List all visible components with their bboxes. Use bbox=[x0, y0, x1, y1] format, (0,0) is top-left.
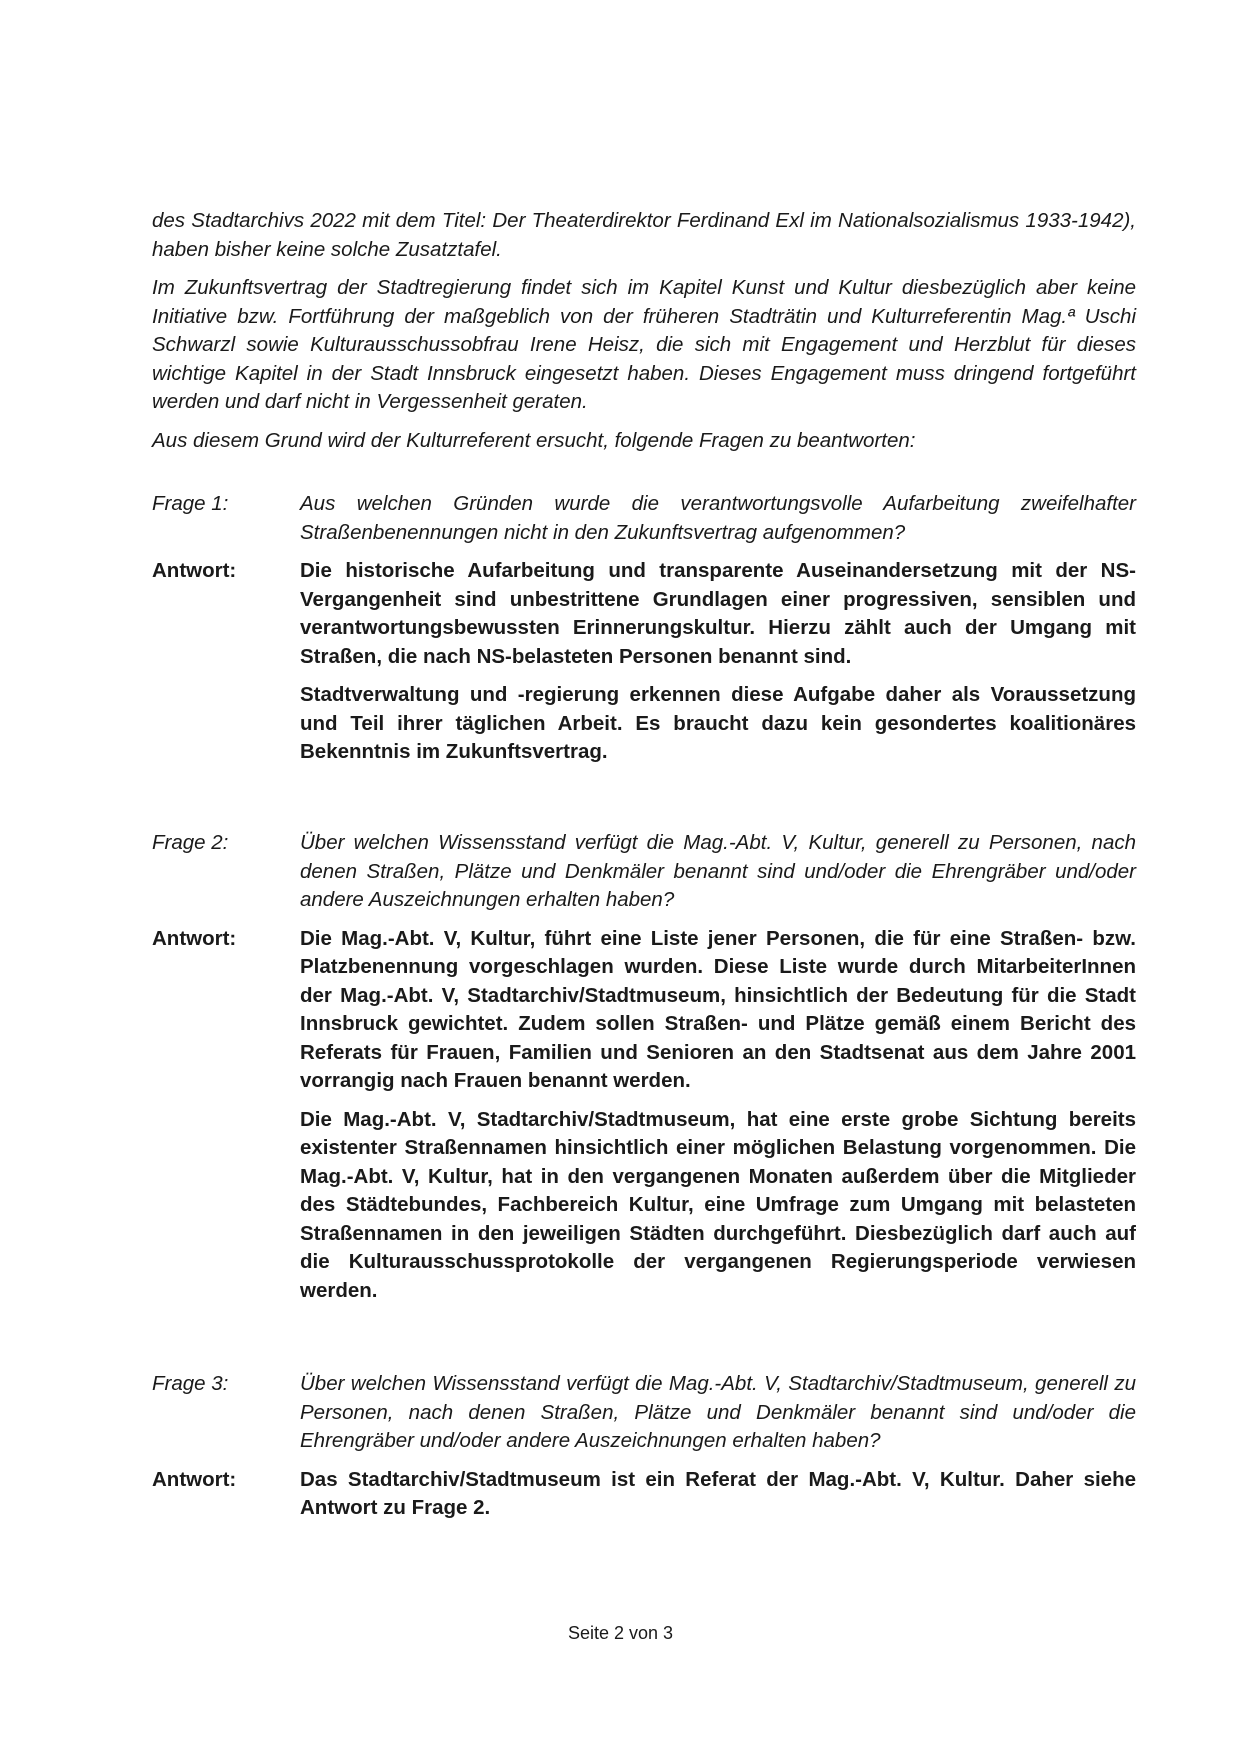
question-row bbox=[152, 1370, 1136, 1456]
qa-block-1 bbox=[152, 490, 1136, 767]
intro-paragraph: des Stadtarchivs 2022 mit dem Titel: Der Theaterdirektor Ferdinand Exl im Nationalsozialismus 1933-1942), haben bisher keine solche Zusatztafel. bbox=[152, 209, 1136, 261]
question-label: Frage 1: bbox=[152, 492, 229, 515]
answer-paragraph: Die Mag.-Abt. V, Kultur, führt eine Liste jener Personen, die für eine Straßen- bzw. Platzbenennung vorgeschlagen wurden. Diese Liste wurde durch MitarbeiterInnen der Mag.-Abt. V, Stadtarchiv/Stadtmuseum, hinsichtlich der Bedeutung für die Stadt Innsbruck gewichtet. Zudem sollen Straßen- und Plätze gemäß einem Bericht des Referats für Frauen, Familien und Senioren an den Stadtsenat aus dem Jahre 2001 vorrangig nach Frauen benannt werden. bbox=[300, 926, 1136, 1092]
question-label: Frage 2: bbox=[152, 831, 229, 854]
answer-paragraph: Die Mag.-Abt. V, Stadtarchiv/Stadtmuseum, hat eine erste grobe Sichtung bereits existenter Straßennamen hinsichtlich einer möglichen Belastung vorgenommen. Die Mag.-Abt. V, Kultur, hat in den vergangenen Monaten außerdem über die Mitglieder des Städtebundes, Fachbereich Kultur, eine Umfrage zum Umgang mit belasteten Straßennamen in den jeweiligen Städten durchgeführt. Diesbezüglich darf auch auf die Kulturausschussprotokolle der vergangenen Regierungsperiode verwiesen werden. bbox=[300, 1107, 1136, 1302]
question-paragraph: Aus welchen Gründen wurde die verantwortungsvolle Aufarbeitung zweifelhafter Straßenbenennungen nicht in den Zukunftsvertrag aufgenommen? bbox=[300, 492, 1136, 544]
question-label: Frage 3: bbox=[152, 1372, 229, 1395]
answer-row bbox=[152, 1466, 1136, 1523]
intro-paragraph: Im Zukunftsvertrag der Stadtregierung findet sich im Kapitel Kunst und Kultur diesbezüglich aber keine Initiative bzw. Fortführung der maßgeblich von der früheren Stadträtin und Kulturreferentin Mag.ª Uschi Schwarzl sowie Kulturausschussobfrau Irene Heisz, die sich mit Engagement und Herzblut für dieses wichtige Kapitel in der Stadt Innsbruck eingesetzt haben. Dieses Engagement muss dringend fortgeführt werden und darf nicht in Vergessenheit geraten. bbox=[152, 276, 1136, 413]
question-text bbox=[300, 490, 1136, 547]
question-paragraph: Über welchen Wissensstand verfügt die Mag.-Abt. V, Stadtarchiv/Stadtmuseum, generell zu Personen, nach denen Straßen, Plätze und Denkmäler benannt sind und/oder die Ehrengräber und/oder andere Auszeichnungen erhalten haben? bbox=[300, 1372, 1136, 1452]
question-text bbox=[300, 829, 1136, 915]
answer-paragraph: Das Stadtarchiv/Stadtmuseum ist ein Referat der Mag.-Abt. V, Kultur. Daher siehe Antwort zu Frage 2. bbox=[300, 1467, 1136, 1519]
intro-text bbox=[152, 207, 1136, 455]
page-footer bbox=[0, 1622, 1241, 1644]
answer-text bbox=[300, 557, 1136, 767]
intro-section bbox=[152, 207, 1136, 455]
answer-row bbox=[152, 925, 1136, 1306]
answer-label: Antwort: bbox=[152, 926, 237, 950]
answer-row bbox=[152, 557, 1136, 767]
answer-label: Antwort: bbox=[152, 559, 237, 582]
intro-paragraph: Aus diesem Grund wird der Kulturreferent ersucht, folgende Fragen zu beantworten: bbox=[152, 428, 916, 452]
question-text bbox=[300, 1370, 1136, 1456]
qa-block-2 bbox=[152, 829, 1136, 1305]
answer-label: Antwort: bbox=[152, 1467, 237, 1491]
answer-paragraph: Stadtverwaltung und -regierung erkennen diese Aufgabe daher als Voraussetzung und Teil ihrer täglichen Arbeit. Es braucht dazu kein gesondertes koalitionäres Bekenntnis im Zukunftsvertrag. bbox=[300, 683, 1136, 763]
question-row bbox=[152, 829, 1136, 915]
answer-text bbox=[300, 1466, 1136, 1523]
page-number: Seite 2 von 3 bbox=[567, 1623, 674, 1643]
question-row bbox=[152, 490, 1136, 547]
question-paragraph: Über welchen Wissensstand verfügt die Mag.-Abt. V, Kultur, generell zu Personen, nach denen Straßen, Plätze und Denkmäler benannt sind und/oder die Ehrengräber und/oder andere Auszeichnungen erhalten haben? bbox=[300, 831, 1136, 911]
answer-paragraph: Die historische Aufarbeitung und transparente Auseinandersetzung mit der NS-Vergangenheit sind unbestrittene Grundlagen einer progressiven, sensiblen und verantwortungsbewussten Erinnerungskultur. Hierzu zählt auch der Umgang mit Straßen, die nach NS-belasteten Personen benannt sind. bbox=[300, 559, 1136, 668]
qa-block-3 bbox=[152, 1370, 1136, 1523]
answer-text bbox=[300, 925, 1136, 1306]
